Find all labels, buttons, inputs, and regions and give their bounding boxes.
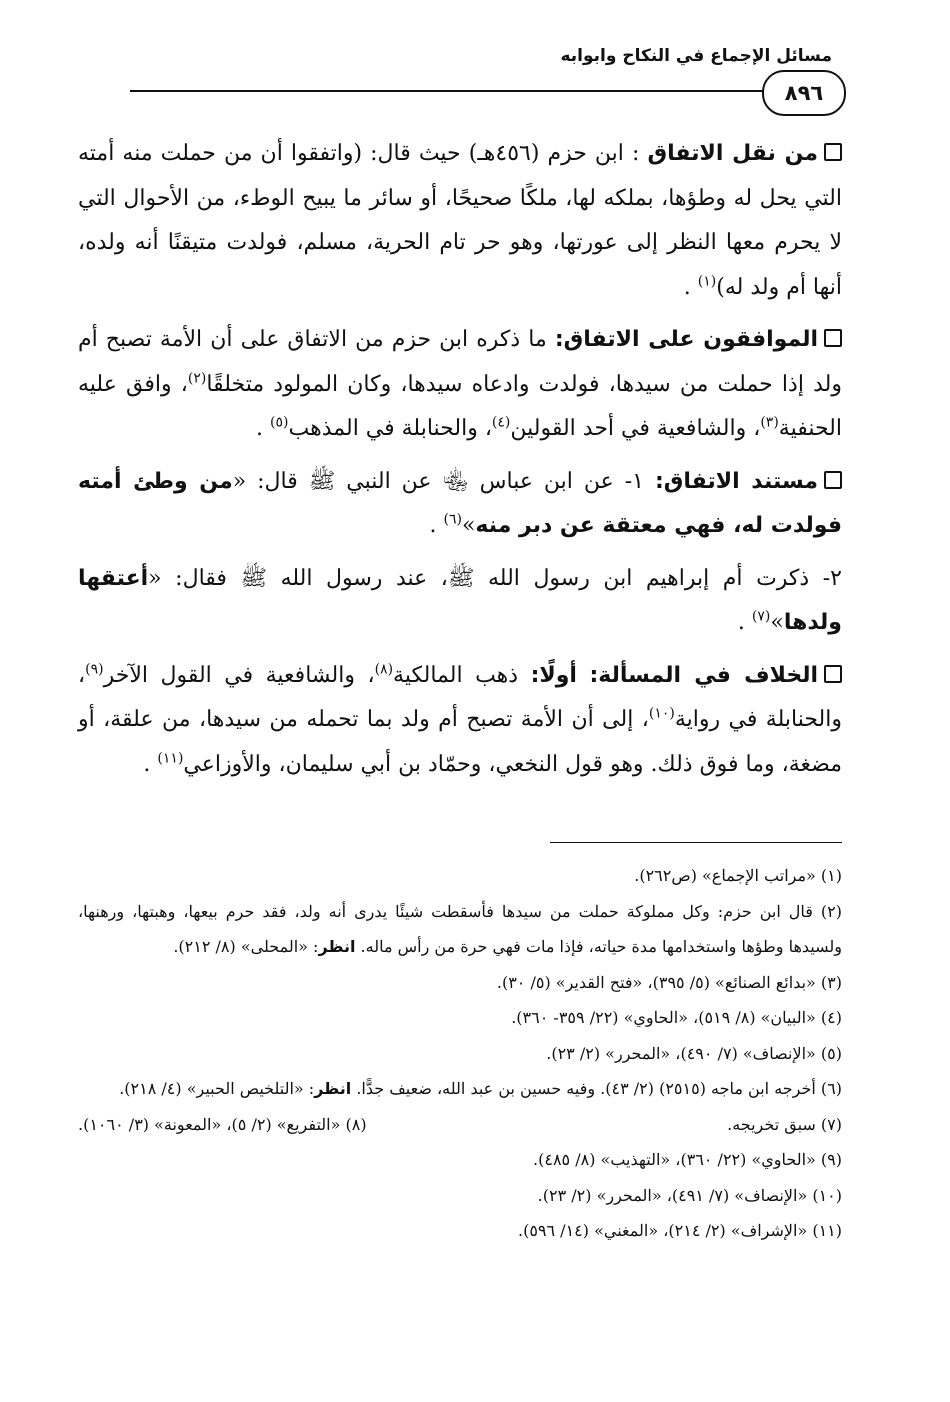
square-bullet-icon	[824, 665, 842, 683]
footnote	[78, 965, 842, 1001]
emphasized-text: أولًا:	[530, 662, 577, 688]
footnote-separator	[550, 842, 842, 843]
footnote	[78, 1142, 842, 1178]
footnote-ref: (١١)	[157, 750, 184, 767]
text-run: ١- عن ابن عباس ﵄ عن النبي ﷺ قال: «	[232, 468, 655, 494]
emphasized-text: انظر	[318, 937, 356, 956]
footnote-ref: (٦)	[443, 511, 462, 528]
text-run: .	[737, 610, 752, 635]
footnote	[78, 1178, 842, 1214]
footnote-ref: (٥)	[270, 414, 289, 431]
emphasized-text: من وطئ أمته فولدت له، فهي معتقة عن دبر منه	[78, 468, 842, 538]
footnote	[78, 894, 842, 965]
header-rule	[130, 90, 840, 92]
footnote-ref: (٧)	[751, 608, 771, 625]
text-run: (٢) قال ابن حزم: وكل مملوكة حملت من سيدها فأسقطت شيئًا يدرى أنه ولد، فقد حرم بيعها، وهبتها، ورهنها، ولسيدها وطؤها واستخدامها مدة حياته، فإذا مات فهي حرة من رأس ماله.	[78, 901, 843, 956]
page-number: ٨٩٦	[762, 70, 846, 116]
paragraph	[78, 654, 842, 788]
text-run: ، وافق عليه الحنفية	[78, 371, 842, 441]
text-run: : «المحلى» (٨/ ٢١٢).	[173, 937, 319, 956]
footnote-ref: (١)	[697, 273, 717, 290]
footnote	[78, 858, 842, 894]
footnote-ref: (٨)	[374, 661, 394, 678]
text-run: »	[461, 513, 476, 538]
text-run: (٣) «بدائع الصنائع» (٥/ ٣٩٥)، «فتح القدير» (٥/ ٣٠).	[496, 972, 842, 992]
footnote	[78, 1213, 842, 1249]
text-run: (٩) «الحاوي» (٢٢/ ٣٦٠)، «التهذيب» (٨/ ٤٨٥).	[533, 1150, 842, 1169]
text-run: ، والشافعية في أحد القولين	[510, 416, 761, 441]
text-run: (١١) «الإشراف» (٢/ ٢١٤)، «المغني» (١٤/ ٥٩٦).	[517, 1221, 842, 1240]
text-run: (١) «مراتب الإجماع» (ص٢٦٢).	[634, 866, 842, 885]
text-run: : «التلخيص الحبير» (٤/ ٢١٨).	[119, 1079, 315, 1098]
text-run: .	[256, 416, 271, 441]
footnote	[78, 1071, 842, 1107]
footnote-ref: (١٠)	[648, 705, 675, 722]
emphasized-text: أعتقها ولدها	[78, 565, 842, 635]
text-run: ما ذكره ابن حزم من الاتفاق على أن الأمة تصبح أم ولد إذا حملت من سيدها، فولدت وادعاه سيدها، وكان المولود متخلقًا	[78, 327, 843, 397]
square-bullet-icon	[824, 471, 842, 489]
footnote-ref: (٩)	[85, 661, 104, 678]
text-run: ، والشافعية في القول الآخر	[103, 662, 375, 688]
footnote-row	[78, 1107, 842, 1143]
running-title: مسائل الإجماع في النكاح وابوابه	[560, 46, 832, 66]
paragraph-heading: مستند الاتفاق:	[654, 468, 818, 494]
text-run: .	[143, 751, 158, 777]
text-run: ، والحنابلة في المذهب	[288, 416, 492, 441]
text-run: : ابن حزم (٤٥٦هـ) حيث قال: (واتفقوا أن من حملت منه أمته التي يحل له وطؤها، بملكه لها، ملكًا صحيحًا، أو سائر ما يبيح الوطء، من الأحوال التي لا يحرم معها النظر إلى عورتها، وهو حر تام الحرية، مسلم، فولدت متيقنًا أنه ولده، أنها أم ولد له)	[78, 141, 842, 300]
paragraph-heading: من نقل الاتفاق	[647, 141, 819, 166]
paragraph	[78, 460, 842, 549]
paragraph	[78, 132, 842, 310]
footnote	[78, 1000, 842, 1036]
footnote: (٧) سبق تخريجه.	[727, 1114, 842, 1134]
text-run: (٥) «الإنصاف» (٧/ ٤٩٠)، «المحرر» (٢/ ٢٣).	[546, 1043, 842, 1063]
paragraph	[78, 557, 842, 646]
text-run: .	[683, 274, 698, 300]
square-bullet-icon	[824, 143, 842, 161]
paragraph-heading: الخلاف في المسألة:	[589, 662, 819, 688]
text-run: .	[429, 513, 444, 538]
footnote	[78, 1036, 842, 1072]
paragraph	[78, 318, 842, 452]
footnote-ref: (٣)	[760, 414, 779, 431]
text-run: ، والحنابلة في رواية	[78, 662, 842, 732]
main-text	[78, 132, 842, 795]
text-run: (٦) أخرجه ابن ماجه (٢٥١٥) (٢/ ٤٣). وفيه حسين بن عبد الله، ضعيف جدًّا.	[351, 1079, 842, 1098]
text-run: ، إلى أن الأمة تصبح أم ولد بما تحمله من سيدها، من علقة، أو مضغة، وما فوق ذلك. وهو قول النخعي، وحمّاد بن أبي سليمان، والأوزاعي	[78, 707, 842, 777]
paragraph-heading: الموافقون على الاتفاق:	[554, 327, 818, 352]
footnotes	[78, 858, 842, 1249]
footnote-ref: (٤)	[491, 414, 511, 431]
square-bullet-icon	[824, 329, 842, 347]
footnote-ref: (٢)	[187, 370, 207, 387]
footnote: (٨) «التفريع» (٢/ ٥)، «المعونة» (٣/ ١٠٦٠).	[78, 1114, 367, 1134]
emphasized-text: انظر	[314, 1079, 352, 1098]
text-run: ذهب المالكية	[393, 662, 531, 688]
text-run: »	[770, 610, 784, 635]
text-run: (٤) «البيان» (٨/ ٥١٩)، «الحاوي» (٢٢/ ٣٥٩- ٣٦٠).	[511, 1008, 842, 1027]
text-run: ٢- ذكرت أم إبراهيم ابن رسول الله ﷺ، عند رسول الله ﷺ فقال: «	[148, 565, 842, 591]
text-run: (١٠) «الإنصاف» (٧/ ٤٩١)، «المحرر» (٢/ ٢٣).	[537, 1185, 842, 1205]
text-run	[577, 663, 590, 688]
